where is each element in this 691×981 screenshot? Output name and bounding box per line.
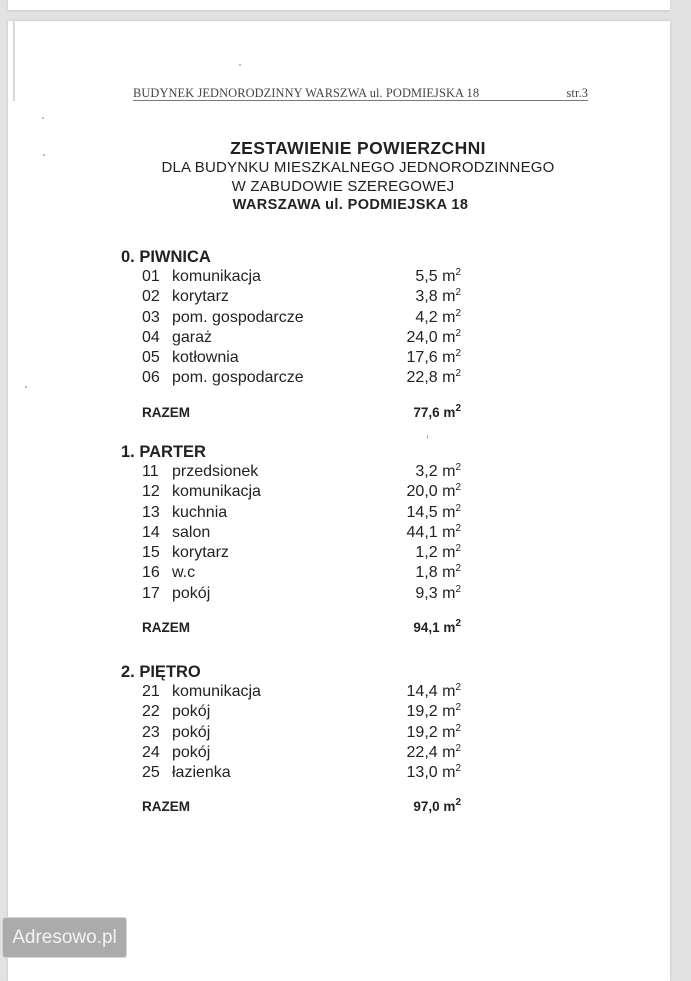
room-area: 24,0 $m^2$: [406, 327, 461, 346]
section-title: 0. PIWNICA: [121, 248, 211, 266]
room-row: [121, 702, 461, 722]
room-name: garaż: [172, 328, 213, 346]
room-area: 22,4 $m^2$: [406, 742, 461, 761]
room-area: 3,2 $m^2$: [415, 462, 461, 480]
total-area: 94,1 $m^2$: [413, 618, 461, 636]
room-number: 15: [142, 544, 160, 562]
room-name: pokój: [172, 584, 211, 602]
room-area: 14,4 $m^2$: [406, 682, 461, 700]
room-number: 21: [142, 683, 160, 700]
header-title: BUDYNEK JEDNORODZINNY WARSZWA ul. PODMIEJSKA 18: [133, 86, 480, 100]
document-subtitle: DLA BUDYNKU MIESZKALNEGO JEDNORODZINNEGO: [161, 159, 555, 176]
page-number: str.3: [566, 86, 588, 100]
floor-section: [121, 247, 461, 420]
room-name: korytarz: [172, 288, 229, 306]
room-name: w.c: [172, 564, 196, 582]
total-area: 77,6 $m^2$: [413, 402, 461, 420]
room-row: [121, 348, 461, 368]
room-row: [121, 462, 461, 482]
scan-speck: [239, 64, 241, 66]
room-area: 5,5 $m^2$: [415, 267, 461, 285]
room-row: [121, 503, 461, 523]
room-area: 1,2 $m^2$: [415, 543, 461, 562]
room-area: 3,8 $m^2$: [415, 287, 461, 306]
room-area: 17,6 $m^2$: [406, 348, 461, 367]
room-row: [121, 523, 461, 543]
scan-speck: [427, 435, 428, 439]
room-row: [121, 368, 461, 388]
section-title: 1. PARTER: [121, 443, 206, 461]
room-name: pokój: [172, 703, 211, 721]
scan-artifact-line: [13, 21, 15, 101]
room-name: kotłownia: [172, 349, 239, 367]
room-row: [121, 287, 461, 307]
room-area: 4,2 $m^2$: [415, 307, 461, 326]
floor-section: [121, 442, 461, 635]
room-row: [121, 563, 461, 583]
scan-speck: [42, 117, 44, 119]
adresowo-watermark: Adresowo.pl: [2, 917, 127, 958]
room-number: 23: [142, 723, 160, 741]
room-row: [121, 308, 461, 328]
room-number: 04: [142, 328, 160, 346]
floor-section: [121, 662, 461, 814]
room-number: 03: [142, 308, 160, 326]
room-number: 25: [142, 764, 160, 782]
room-row: [121, 328, 461, 348]
room-row: [121, 682, 461, 702]
document-title-block: [8, 139, 691, 215]
room-number: 05: [142, 349, 160, 367]
total-label: RAZEM: [142, 620, 190, 636]
room-row: [121, 723, 461, 743]
room-number: 17: [142, 584, 160, 602]
document-address: WARSZAWA ul. PODMIEJSKA 18: [232, 197, 469, 213]
room-number: 11: [142, 463, 159, 480]
previous-page-edge: [8, 0, 670, 10]
room-area: 13,0 $m^2$: [406, 763, 461, 782]
room-area: 20,0 $m^2$: [406, 482, 461, 501]
room-area: 14,5 $m^2$: [406, 502, 461, 521]
room-number: 14: [142, 523, 160, 541]
section-total-row: [121, 402, 461, 420]
room-name: pom. gospodarcze: [172, 308, 304, 326]
room-name: pom. gospodarcze: [172, 369, 304, 387]
room-name: pokój: [172, 743, 211, 761]
room-name: łazienka: [172, 764, 231, 782]
room-row: [121, 267, 461, 287]
room-row: [121, 543, 461, 563]
section-total-row: [121, 620, 461, 635]
room-number: 02: [142, 288, 160, 306]
room-area: 44,1 $m^2$: [406, 522, 461, 541]
room-name: komunikacja: [172, 268, 261, 285]
section-title: 2. PIĘTRO: [121, 663, 201, 681]
room-number: 06: [142, 369, 160, 387]
room-number: 22: [142, 703, 160, 721]
room-area: 1,8 $m^2$: [415, 563, 461, 582]
room-number: 24: [142, 743, 160, 761]
total-area: 97,0 $m^2$: [413, 797, 461, 815]
room-number: 01: [142, 268, 160, 285]
section-total-row: [121, 799, 461, 814]
scan-speck: [25, 386, 27, 388]
room-area: 19,2 $m^2$: [406, 702, 461, 721]
room-number: 16: [142, 564, 160, 582]
room-row: [121, 743, 461, 763]
room-number: 13: [142, 503, 160, 521]
page-header: [133, 86, 588, 101]
room-name: komunikacja: [172, 483, 261, 501]
room-area: 9,3 $m^2$: [415, 583, 461, 602]
room-name: komunikacja: [172, 683, 261, 700]
room-name: salon: [172, 523, 211, 541]
room-row: [121, 763, 461, 783]
room-area: 22,8 $m^2$: [406, 368, 461, 387]
total-label: RAZEM: [142, 799, 190, 815]
room-row: [121, 482, 461, 502]
total-label: RAZEM: [142, 404, 190, 420]
room-number: 12: [142, 483, 160, 501]
document-subtitle-2: W ZABUDOWIE SZEREGOWEJ: [231, 178, 455, 195]
document-page: [8, 21, 670, 981]
room-name: korytarz: [172, 544, 229, 562]
document-title: ZESTAWIENIE POWIERZCHNI: [230, 138, 486, 158]
room-name: przedsionek: [172, 463, 259, 480]
room-name: kuchnia: [172, 503, 228, 521]
room-area: 19,2 $m^2$: [406, 722, 461, 741]
room-row: [121, 584, 461, 604]
room-name: pokój: [172, 723, 211, 741]
